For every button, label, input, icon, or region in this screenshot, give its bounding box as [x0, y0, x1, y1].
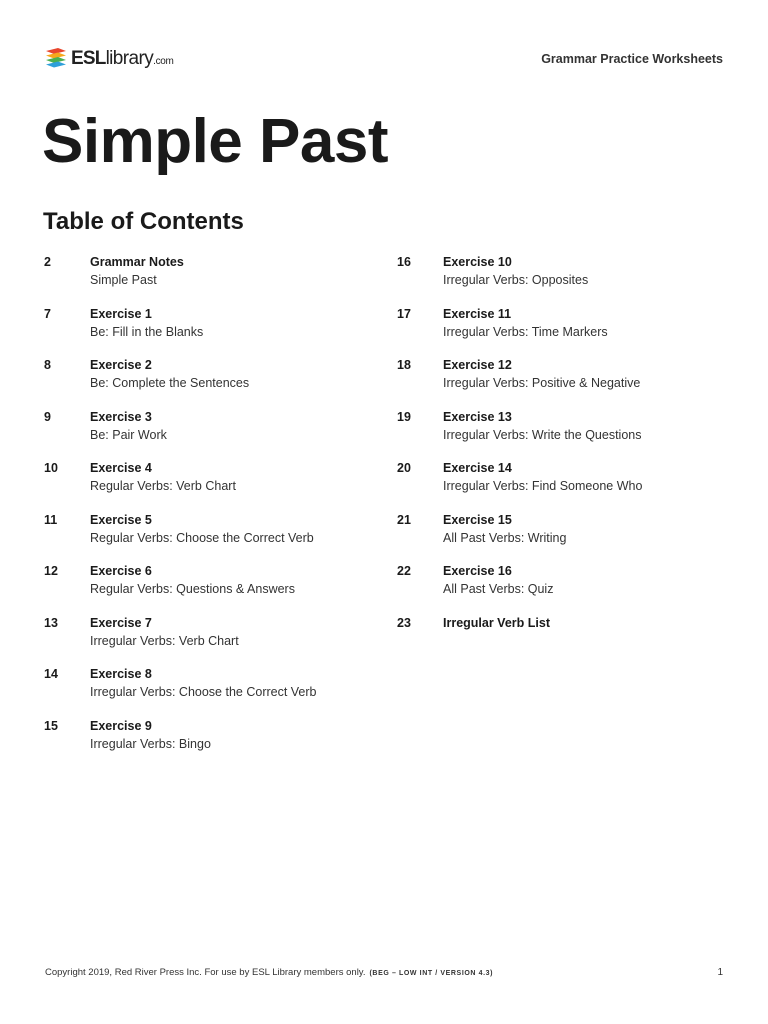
copyright-text: Copyright 2019, Red River Press Inc. For use by ESL Library members only. — [45, 967, 366, 978]
toc-entry[interactable] — [44, 253, 374, 305]
toc-entry-text — [443, 253, 588, 289]
toc-entry-text — [90, 614, 239, 650]
toc-entry-text — [443, 511, 566, 547]
level-version-label: (BEG – LOW INT / VERSION 4.3) — [369, 970, 494, 977]
toc-entry-subtitle: Simple Past — [90, 273, 157, 287]
toc-page-number: 19 — [397, 409, 411, 424]
toc-entry-title: Exercise 6 — [90, 564, 152, 578]
toc-entry[interactable] — [44, 459, 374, 511]
toc-entry-subtitle: Irregular Verbs: Verb Chart — [90, 633, 239, 648]
toc-entry-title: Exercise 12 — [443, 358, 512, 372]
toc-entry-title: Exercise 13 — [443, 409, 512, 424]
toc-entry-title: Exercise 5 — [90, 512, 152, 527]
toc-page-number: 20 — [397, 461, 411, 475]
toc-entry-title: Exercise 3 — [90, 409, 152, 424]
toc-entry[interactable] — [44, 717, 374, 769]
toc-page-number: 17 — [397, 306, 411, 321]
toc-entry[interactable] — [44, 562, 374, 614]
toc-right-column — [397, 253, 727, 665]
toc-entry-title: Exercise 4 — [90, 461, 152, 475]
toc-entry-subtitle: Irregular Verbs: Time Markers — [443, 324, 608, 339]
toc-entry[interactable] — [397, 408, 727, 460]
toc-page-number: 10 — [44, 461, 58, 475]
logo-wordmark: ESLlibrary.com — [71, 47, 174, 69]
toc-entry-text — [90, 717, 211, 753]
toc-entry[interactable] — [397, 614, 727, 666]
toc-entry-text — [443, 408, 641, 444]
toc-page-number: 18 — [397, 358, 411, 372]
toc-entry-text — [443, 562, 553, 598]
toc-entry-title: Grammar Notes — [90, 255, 184, 269]
toc-page-number: 7 — [44, 306, 51, 321]
toc-page-number: 14 — [44, 667, 58, 681]
toc-entry[interactable] — [44, 614, 374, 666]
toc-entry-text — [90, 511, 314, 547]
toc-entry-title: Exercise 15 — [443, 512, 512, 527]
toc-page-number: 16 — [397, 255, 411, 269]
toc-entry-subtitle: Irregular Verbs: Bingo — [90, 736, 211, 751]
toc-entry[interactable] — [397, 511, 727, 563]
toc-entry-title: Exercise 16 — [443, 564, 512, 578]
toc-entry-subtitle: Regular Verbs: Choose the Correct Verb — [90, 530, 314, 545]
toc-entry-text — [90, 356, 249, 392]
toc-entry-subtitle: Regular Verbs: Questions & Answers — [90, 582, 295, 596]
toc-entry[interactable] — [44, 305, 374, 357]
toc-page-number: 22 — [397, 564, 411, 578]
toc-entry-text — [90, 459, 236, 495]
toc-entry-text — [443, 356, 640, 392]
toc-page-number: 13 — [44, 615, 58, 630]
toc-entry-text — [443, 459, 642, 495]
toc-entry-subtitle: All Past Verbs: Quiz — [443, 582, 554, 596]
toc-entry[interactable] — [397, 253, 727, 305]
stacked-books-icon — [44, 46, 68, 70]
toc-entry-subtitle: Regular Verbs: Verb Chart — [90, 479, 236, 493]
toc-entry[interactable] — [397, 562, 727, 614]
toc-entry-title: Exercise 10 — [443, 255, 512, 269]
toc-left-column — [44, 253, 374, 768]
toc-entry-title: Exercise 1 — [90, 306, 152, 321]
footer-copyright — [45, 967, 493, 978]
toc-entry-title: Irregular Verb List — [443, 615, 550, 630]
toc-entry-title: Exercise 2 — [90, 358, 152, 372]
toc-entry-title: Exercise 8 — [90, 667, 152, 681]
toc-entry-title: Exercise 11 — [443, 306, 512, 321]
toc-entry[interactable] — [44, 408, 374, 460]
toc-entry-text — [90, 408, 167, 444]
toc-entry-subtitle: All Past Verbs: Writing — [443, 530, 567, 545]
toc-page-number: 8 — [44, 358, 51, 372]
esl-library-logo[interactable] — [44, 44, 174, 72]
toc-entry-text — [90, 562, 295, 598]
toc-page-number: 12 — [44, 564, 58, 578]
toc-page-number: 9 — [44, 409, 51, 424]
toc-entry[interactable] — [397, 356, 727, 408]
toc-entry-subtitle: Irregular Verbs: Positive & Negative — [443, 376, 641, 390]
toc-entry-title: Exercise 14 — [443, 461, 512, 475]
toc-entry-subtitle: Irregular Verbs: Opposites — [443, 273, 589, 287]
toc-entry[interactable] — [397, 305, 727, 357]
series-label: Grammar Practice Worksheets — [541, 52, 723, 66]
toc-entry-text — [90, 253, 184, 289]
toc-entry[interactable] — [44, 665, 374, 717]
toc-entry[interactable] — [44, 356, 374, 408]
toc-entry-subtitle: Be: Fill in the Blanks — [90, 324, 204, 339]
toc-page-number: 21 — [397, 512, 411, 527]
toc-entry[interactable] — [44, 511, 374, 563]
toc-page-number: 23 — [397, 615, 411, 630]
toc-entry-subtitle: Be: Complete the Sentences — [90, 376, 250, 390]
toc-page-number: 11 — [44, 512, 58, 527]
toc-entry-subtitle: Irregular Verbs: Write the Questions — [443, 427, 642, 442]
toc-entry-subtitle: Irregular Verbs: Find Someone Who — [443, 479, 643, 493]
toc-entry-subtitle: Irregular Verbs: Choose the Correct Verb — [90, 685, 317, 699]
toc-entry-text — [90, 665, 317, 701]
toc-entry[interactable] — [397, 459, 727, 511]
toc-heading: Table of Contents — [43, 208, 244, 235]
page-title: Simple Past — [42, 107, 388, 176]
toc-page-number: 2 — [44, 255, 51, 269]
toc-entry-title: Exercise 7 — [90, 615, 152, 630]
page-number: 1 — [717, 967, 723, 978]
toc-entry-text — [443, 305, 608, 341]
toc-entry-subtitle: Be: Pair Work — [90, 427, 167, 442]
toc-entry-title: Exercise 9 — [90, 718, 152, 733]
toc-page-number: 15 — [44, 718, 58, 733]
toc-entry-text — [443, 614, 550, 632]
toc-entry-text — [90, 305, 203, 341]
